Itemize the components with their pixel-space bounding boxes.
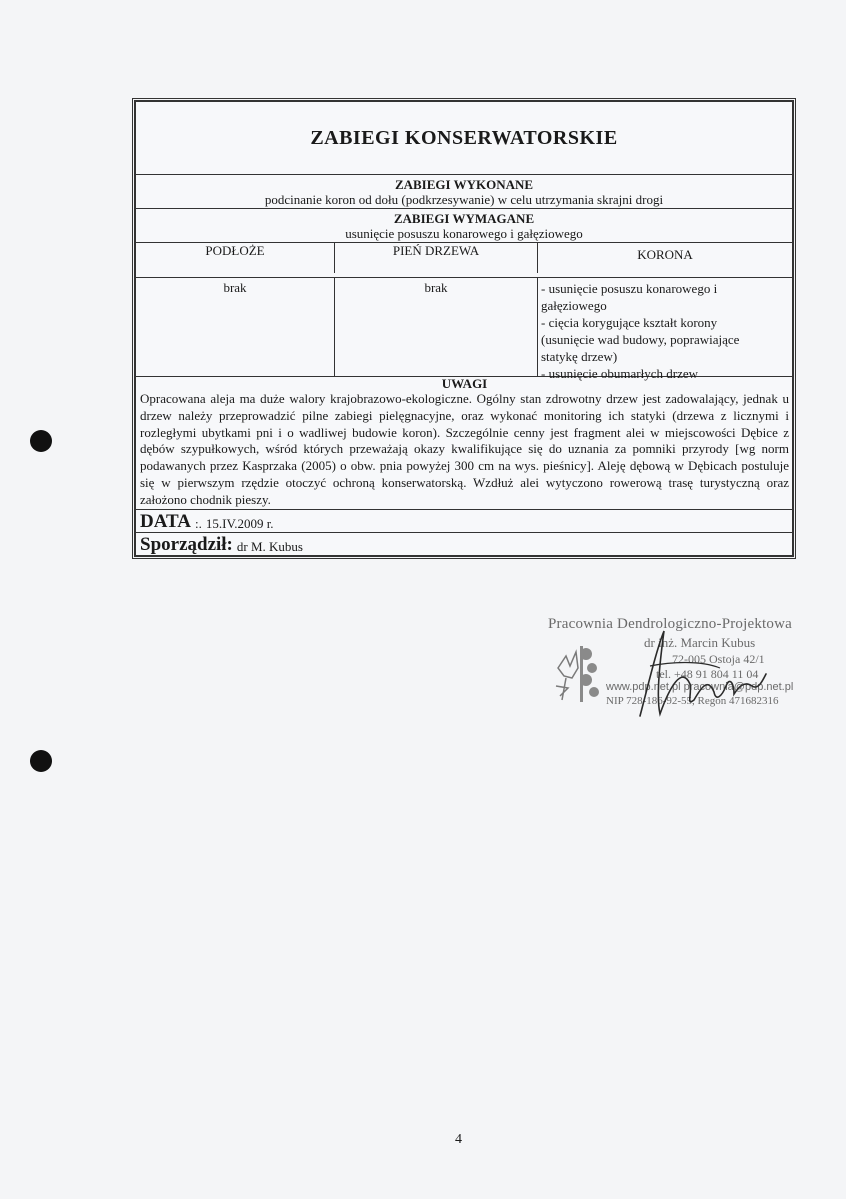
stamp-line-4: tel. +48 91 804 11 04 bbox=[656, 667, 759, 681]
required-heading: ZABIEGI WYMAGANE bbox=[393, 211, 535, 226]
stamp-line-3: 72-005 Ostoja 42/1 bbox=[672, 652, 765, 666]
conservation-table bbox=[134, 100, 794, 557]
notes-section bbox=[136, 377, 792, 510]
punch-hole-bottom bbox=[30, 750, 52, 772]
required-text: usunięcie posuszu konarowego i gałęziowego bbox=[345, 226, 583, 241]
columns-header-row bbox=[136, 242, 792, 278]
required-section bbox=[136, 209, 792, 242]
column-header-crown: KORONA bbox=[637, 247, 693, 262]
column-header-substrate: PODŁOŻE bbox=[136, 243, 335, 273]
substrate-value: brak bbox=[136, 278, 335, 376]
performed-text: podcinanie koron od dołu (podkrzesywanie) w celu utrzymania skrajni drogi bbox=[264, 192, 664, 207]
date-value: 15.IV.2009 r. bbox=[205, 515, 274, 531]
notes-text: Opracowana aleja ma duże walory krajobrazowo-ekologiczne. Ogólny stan zdrowotny drzew jest zadowalający, jednak u drzew należy przeprowadzić pilne zabiegi pielęgnacyjne, oraz wykonać monitoring ich statyki (drzewa z licznymi i rozległymi ubytkami pni i o wadliwej budowie koron). Szczególnie cenny jest fragment alei w miejscowości Dębice z dębów szypułkowych, wśród których przeważają okazy kwalifikujące się do uznania za pomniki przyrody [wg norm podawanych przez Kasprzaka (2005) o obw. pnia powyżej 300 cm na wys. pieśnicy]. Aleję dębową w Dębicach postuluje się w pierwszym rzędzie otoczyć ochroną konserwatorską. Wzdłuż alei wytyczono rowerową trasę turystyczną oraz założono chodnik pieszy. bbox=[140, 391, 789, 507]
column-header-trunk: PIEŃ DRZEWA bbox=[335, 243, 538, 273]
stamp-logo-icon bbox=[552, 638, 604, 708]
signature bbox=[630, 626, 770, 721]
performed-section bbox=[136, 175, 792, 209]
date-suffix: :. bbox=[195, 515, 202, 531]
punch-hole-top bbox=[30, 430, 52, 452]
author-label: Sporządził: bbox=[140, 533, 233, 555]
stamp-line-5: www.pdp.net.pl pracownia@pdp.net.pl bbox=[606, 681, 794, 693]
date-label: DATA bbox=[140, 510, 192, 532]
author-row bbox=[136, 533, 792, 555]
performed-heading: ZABIEGI WYKONANE bbox=[394, 177, 534, 192]
notes-heading: UWAGI bbox=[441, 376, 488, 391]
page-number: 4 bbox=[455, 1132, 462, 1147]
stamp-line-2: dr inż. Marcin Kubus bbox=[644, 635, 756, 650]
date-row bbox=[136, 510, 792, 533]
table-title: ZABIEGI KONSERWATORSKIE bbox=[136, 102, 792, 175]
stamp-line-6: NIP 728-186-92-55, Regon 471682316 bbox=[606, 695, 779, 707]
crown-value: - usunięcie posuszu konarowego i gałęziowego - cięcia korygujące kształt korony (usunięcie wad budowy, poprawiające statykę drzew) - usunięcie obumarłych drzew bbox=[541, 281, 740, 381]
stamp-line-1: Pracownia Dendrologiczno-Projektowa bbox=[548, 616, 793, 632]
author-value: dr M. Kubus bbox=[236, 538, 303, 554]
columns-values-row bbox=[136, 278, 792, 381]
trunk-value: brak bbox=[335, 278, 538, 376]
